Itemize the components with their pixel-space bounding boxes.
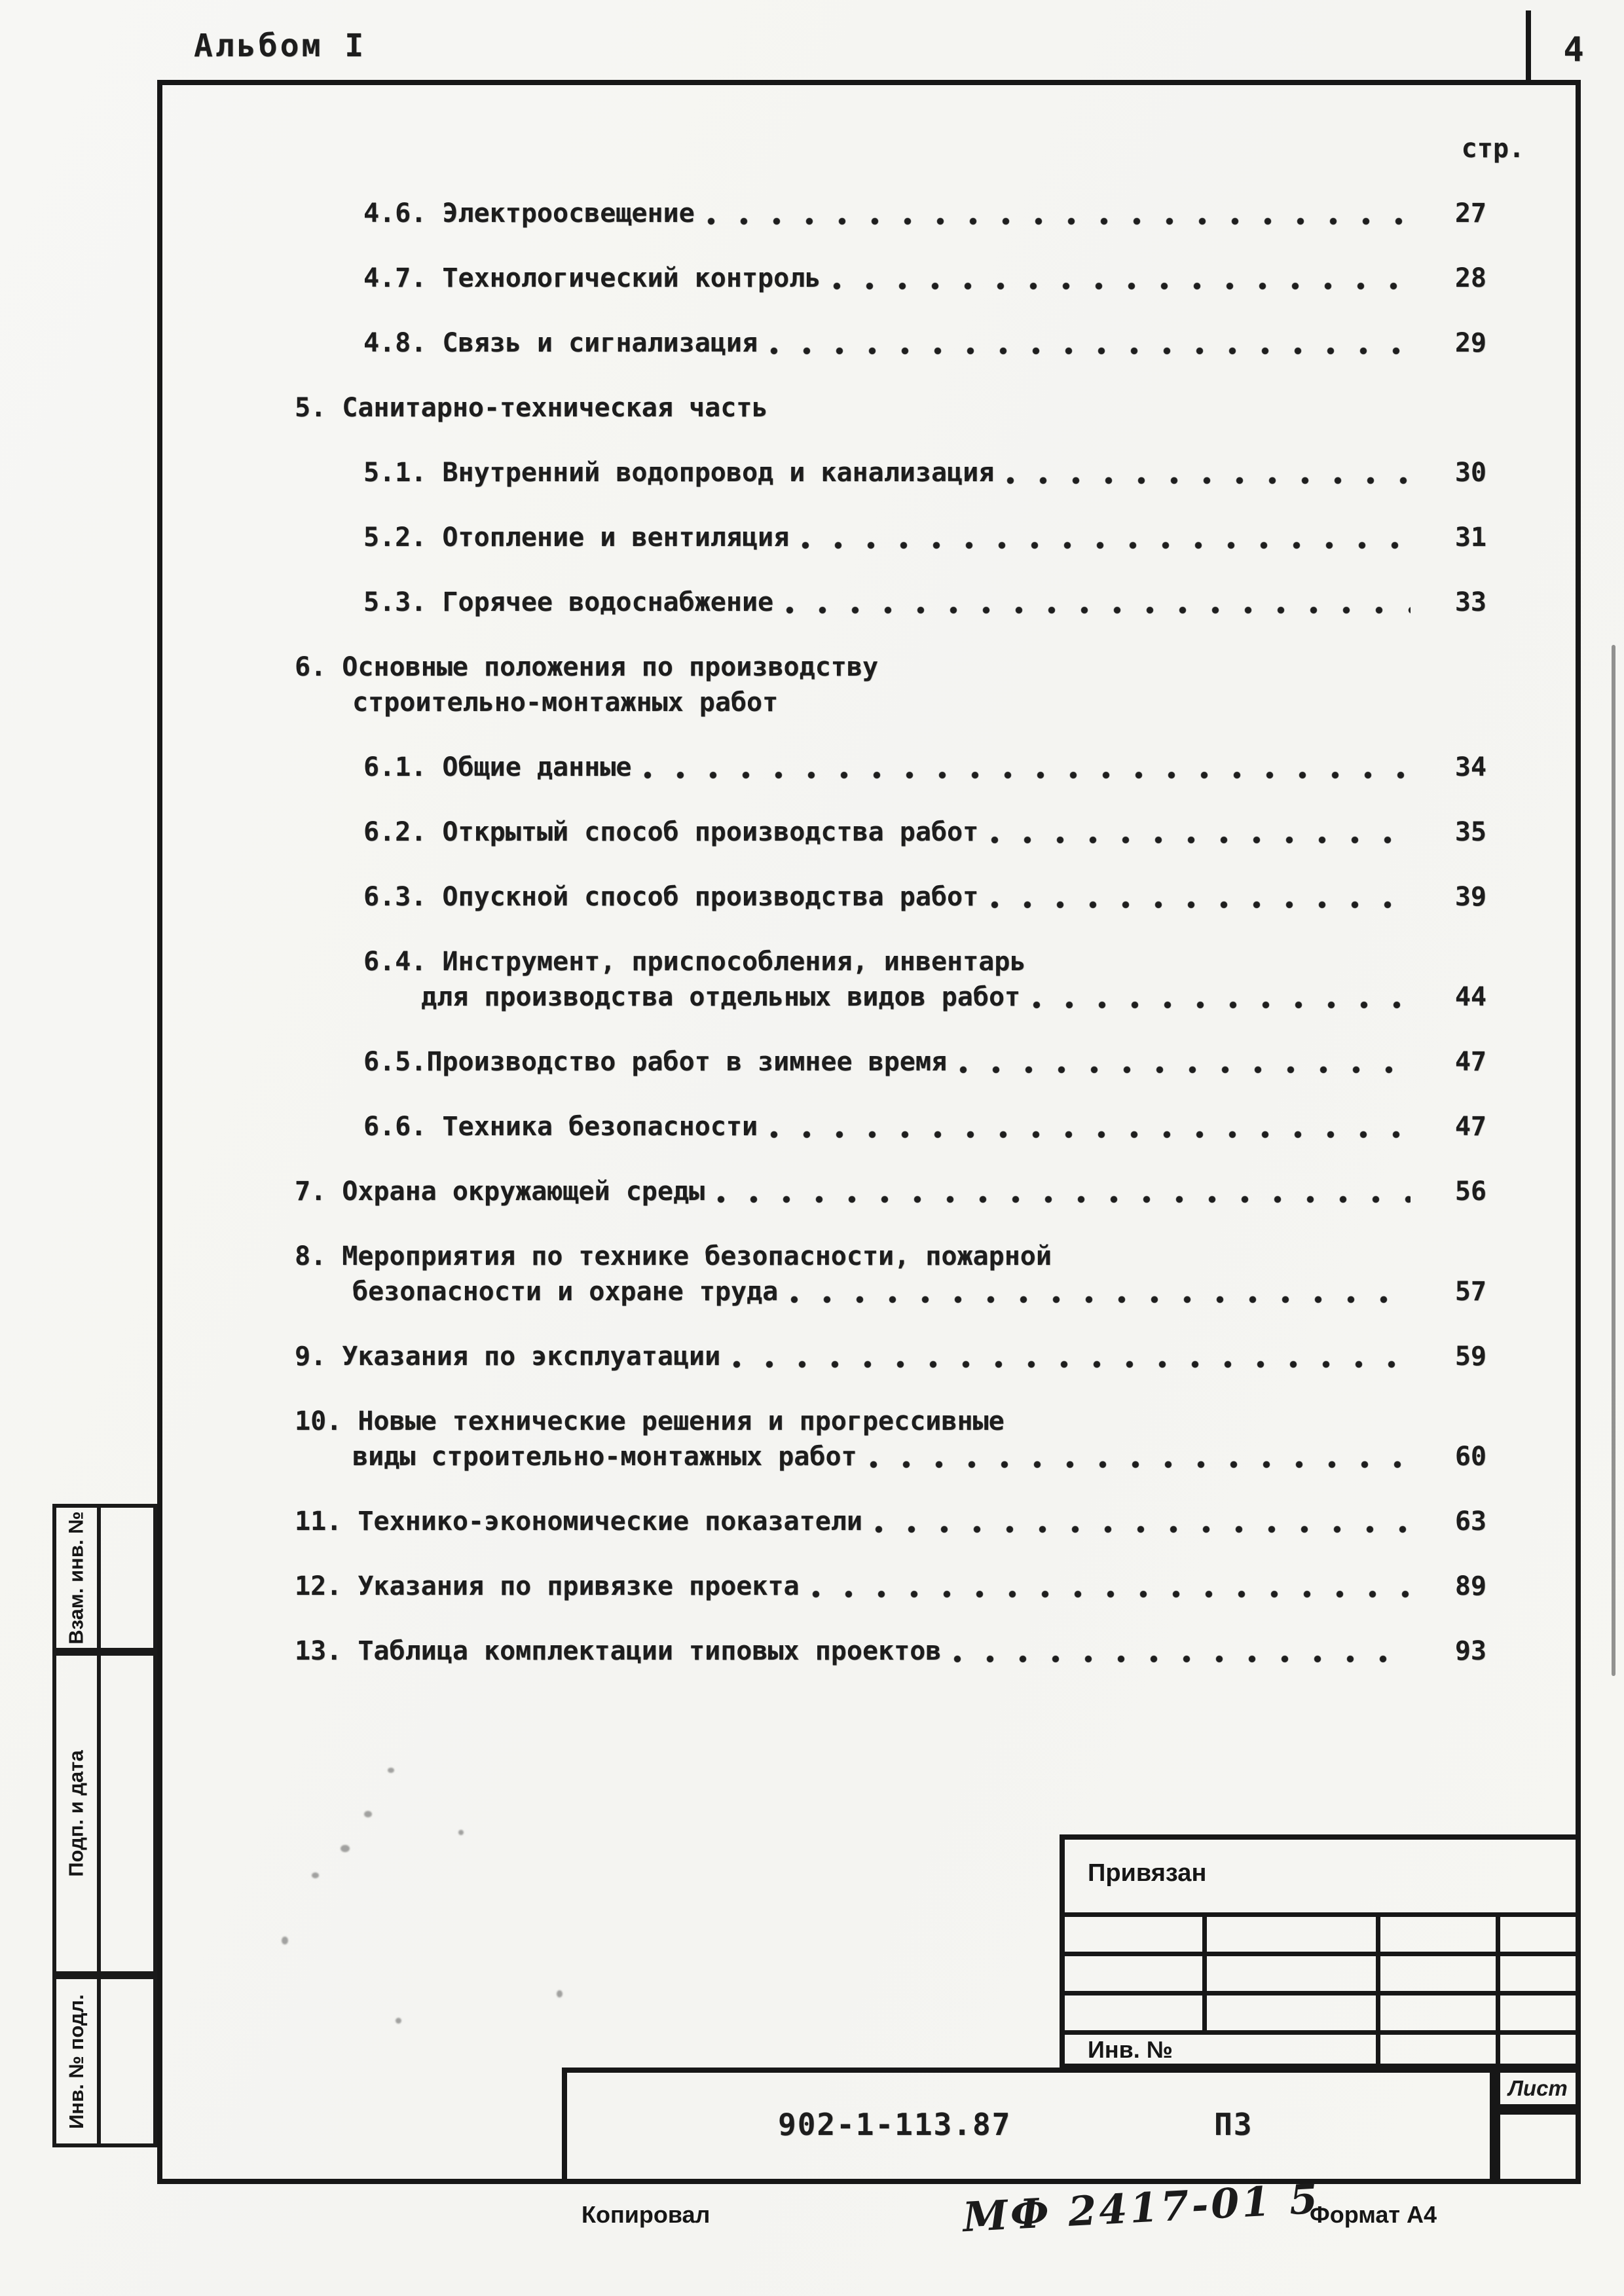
toc-page-number: 35 xyxy=(1454,817,1486,847)
toc-page-number: 27 xyxy=(1454,198,1486,228)
toc-entry xyxy=(288,1404,1486,1474)
page-column-header: стр. xyxy=(1461,134,1524,164)
scan-speck xyxy=(396,2018,401,2024)
toc-leader-dots xyxy=(790,1296,1411,1304)
strip-cell-vzam-inv xyxy=(52,1504,157,1652)
list-label: Лист xyxy=(1508,2076,1568,2100)
toc-leader-dots xyxy=(874,1525,1411,1534)
toc-entry xyxy=(288,196,1486,231)
toc-entry-line xyxy=(295,1174,1486,1209)
doc-number: 902-1-113.87 xyxy=(778,2107,1012,2142)
strip-label-box xyxy=(56,1508,97,1648)
kopiroval-label: Копировал xyxy=(581,2201,710,2228)
toc-page-number: 28 xyxy=(1454,263,1486,293)
toc-entry xyxy=(288,879,1486,915)
toc-leader-dots xyxy=(707,217,1411,226)
vzam-inv-label: Взам. инв. № xyxy=(65,1511,88,1645)
toc-entry-text: 11. Технико-экономические показатели xyxy=(295,1506,862,1537)
toc-entry-line xyxy=(363,879,1486,915)
strip-divider xyxy=(97,1979,101,2143)
list-value-cell xyxy=(1495,2109,1581,2184)
toc-entry xyxy=(288,1633,1486,1669)
toc-page-number: 33 xyxy=(1454,587,1486,617)
doc-type-code: ПЗ xyxy=(1214,2107,1253,2142)
toc-entry-line xyxy=(363,520,1486,555)
toc-leader-dots xyxy=(643,771,1411,780)
toc-entry-line xyxy=(295,390,1486,426)
toc-leader-dots xyxy=(785,606,1411,615)
toc-entry xyxy=(288,1174,1486,1209)
sheet-number: 4 xyxy=(1563,30,1584,69)
toc-page-number: 59 xyxy=(1454,1341,1486,1372)
title-block-line xyxy=(1496,1912,1500,2064)
toc-page-number: 29 xyxy=(1454,328,1486,358)
toc-leader-dots xyxy=(832,282,1411,291)
toc-page-number: 63 xyxy=(1454,1506,1486,1537)
toc-entry-text: 6.1. Общие данные xyxy=(363,752,632,782)
toc-entry xyxy=(288,814,1486,850)
toc-entry-line xyxy=(295,685,1486,720)
doc-number-row xyxy=(562,2068,1495,2184)
toc-leader-dots xyxy=(869,1461,1411,1469)
toc-entry xyxy=(288,1504,1486,1539)
toc-entry xyxy=(288,944,1486,1015)
toc-page-number: 93 xyxy=(1454,1636,1486,1666)
podp-data-label: Подп. и дата xyxy=(65,1750,88,1877)
toc-entry-text: 4.7. Технологический контроль xyxy=(363,263,821,293)
toc-entry xyxy=(288,325,1486,361)
toc-entry-text: 9. Указания по эксплуатации xyxy=(295,1341,721,1372)
toc-entry xyxy=(288,390,1486,426)
title-block-line xyxy=(1376,1912,1380,2064)
toc-entry-text: 6.3. Опускной способ производства работ xyxy=(363,882,979,912)
toc-leader-dots xyxy=(716,1195,1411,1204)
toc-entry xyxy=(288,1339,1486,1374)
strip-label-box xyxy=(56,1979,97,2143)
toc-leader-dots xyxy=(990,901,1411,909)
toc-entry-line xyxy=(363,944,1486,979)
scan-speck xyxy=(458,1830,464,1835)
table-of-contents xyxy=(288,131,1524,1669)
toc-entry-line xyxy=(363,261,1486,296)
strip-cell-podp-data xyxy=(52,1652,157,1975)
title-block-line xyxy=(1202,1912,1207,2035)
format-label: Формат А4 xyxy=(1310,2201,1437,2228)
toc-page-number: 31 xyxy=(1454,522,1486,553)
toc-entry-text: 5.1. Внутренний водопровод и канализация xyxy=(363,458,995,488)
toc-entry xyxy=(288,1569,1486,1604)
toc-leader-dots xyxy=(953,1655,1411,1664)
toc-entry-text: 6.6. Техника безопасности xyxy=(363,1112,758,1142)
toc-entry xyxy=(288,261,1486,296)
toc-page-number: 47 xyxy=(1454,1047,1486,1077)
scan-speck xyxy=(282,1937,288,1944)
toc-entry xyxy=(288,750,1486,785)
toc-entry-line xyxy=(363,979,1486,1015)
scan-speck xyxy=(312,1872,319,1878)
toc-entry xyxy=(288,1239,1486,1309)
toc-entry-text: 10. Новые технические решения и прогрессивные xyxy=(295,1406,1005,1436)
toc-entry-line xyxy=(295,649,1486,685)
toc-entry xyxy=(288,1109,1486,1144)
toc-entry-text: безопасности и охране труда xyxy=(352,1277,779,1307)
list-cell xyxy=(1495,2068,1581,2109)
toc-entry-text: 7. Охрана окружающей среды xyxy=(295,1176,705,1207)
toc-entry xyxy=(288,455,1486,490)
inv-no-label: Инв. № xyxy=(1088,2036,1173,2063)
toc-entry-text: 6.5.Производство работ в зимнее время xyxy=(363,1047,948,1077)
toc-entry-text: 4.6. Электроосвещение xyxy=(363,198,695,228)
strip-label-box xyxy=(56,1656,97,1971)
toc-entry xyxy=(288,1044,1486,1080)
toc-entry xyxy=(288,520,1486,555)
scan-speck xyxy=(557,1990,563,1997)
inv-podl-label: Инв. № подл. xyxy=(65,1994,88,2129)
toc-page-number: 89 xyxy=(1454,1571,1486,1601)
toc-entry xyxy=(288,649,1486,720)
toc-entry xyxy=(288,585,1486,620)
toc-entry-line xyxy=(295,1439,1486,1474)
toc-entry-line xyxy=(295,1633,1486,1669)
toc-entry-line xyxy=(363,196,1486,231)
toc-entry-text: 5.3. Горячее водоснабжение xyxy=(363,587,774,617)
toc-entry-line xyxy=(295,1504,1486,1539)
toc-entry-line xyxy=(363,750,1486,785)
toc-entry-line xyxy=(295,1239,1486,1274)
toc-leader-dots xyxy=(769,347,1411,355)
toc-page-number: 34 xyxy=(1454,752,1486,782)
scan-speck xyxy=(364,1811,372,1817)
toc-entry-text: 8. Мероприятия по технике безопасности, пожарной xyxy=(295,1241,1052,1271)
toc-leader-dots xyxy=(1006,477,1411,485)
toc-entry-line xyxy=(363,455,1486,490)
toc-entry-line xyxy=(295,1569,1486,1604)
sheet-number-box-line xyxy=(1526,10,1531,85)
toc-entry-text: 5.2. Отопление и вентиляция xyxy=(363,522,790,553)
toc-header-row xyxy=(288,131,1524,166)
toc-entry-text: 13. Таблица комплектации типовых проектов xyxy=(295,1636,942,1666)
toc-page-number: 47 xyxy=(1454,1112,1486,1142)
handwritten-stamp-number: МФ 2417-01 5 xyxy=(961,2174,1321,2242)
toc-entry-text: 6.4. Инструмент, приспособления, инвентарь xyxy=(363,947,1026,977)
toc-entry-text: 5. Санитарно-техническая часть xyxy=(295,393,768,423)
toc-page-number: 30 xyxy=(1454,458,1486,488)
scan-speck xyxy=(388,1768,394,1773)
scan-streak xyxy=(1612,645,1615,1676)
strip-cell-inv-podl xyxy=(52,1975,157,2147)
toc-leader-dots xyxy=(811,1590,1411,1599)
toc-leader-dots xyxy=(990,836,1411,845)
toc-leader-dots xyxy=(769,1131,1411,1139)
toc-entry-text: 6. Основные положения по производству xyxy=(295,652,879,682)
toc-entry-text: строительно-монтажных работ xyxy=(352,687,779,718)
toc-entry-line xyxy=(363,1044,1486,1080)
toc-page-number: 44 xyxy=(1454,982,1486,1012)
toc-entry-text: 6.2. Открытый способ производства работ xyxy=(363,817,979,847)
album-label: Альбом I xyxy=(194,27,367,64)
toc-entry-line xyxy=(295,1404,1486,1439)
toc-entries xyxy=(288,196,1486,1669)
toc-page-number: 57 xyxy=(1454,1277,1486,1307)
toc-page-number: 60 xyxy=(1454,1442,1486,1472)
toc-entry-text: для производства отдельных видов работ xyxy=(421,982,1021,1012)
toc-entry-line xyxy=(363,585,1486,620)
toc-entry-text: виды строительно-монтажных работ xyxy=(352,1442,857,1472)
strip-divider xyxy=(97,1508,101,1648)
toc-entry-line xyxy=(295,1339,1486,1374)
toc-entry-line xyxy=(295,1274,1486,1309)
scan-speck xyxy=(341,1845,350,1852)
toc-entry-line xyxy=(363,325,1486,361)
toc-page-number: 39 xyxy=(1454,882,1486,912)
privyazan-label: Привязан xyxy=(1088,1859,1207,1887)
toc-entry-text: 4.8. Связь и сигнализация xyxy=(363,328,758,358)
title-block xyxy=(1060,1834,1581,2069)
toc-page-number: 56 xyxy=(1454,1176,1486,1207)
toc-entry-text: 12. Указания по привязке проекта xyxy=(295,1571,800,1601)
strip-divider xyxy=(97,1656,101,1971)
toc-leader-dots xyxy=(959,1066,1411,1074)
toc-entry-line xyxy=(363,814,1486,850)
toc-leader-dots xyxy=(801,541,1411,550)
toc-leader-dots xyxy=(732,1360,1411,1369)
toc-leader-dots xyxy=(1032,1001,1411,1010)
toc-entry-line xyxy=(363,1109,1486,1144)
